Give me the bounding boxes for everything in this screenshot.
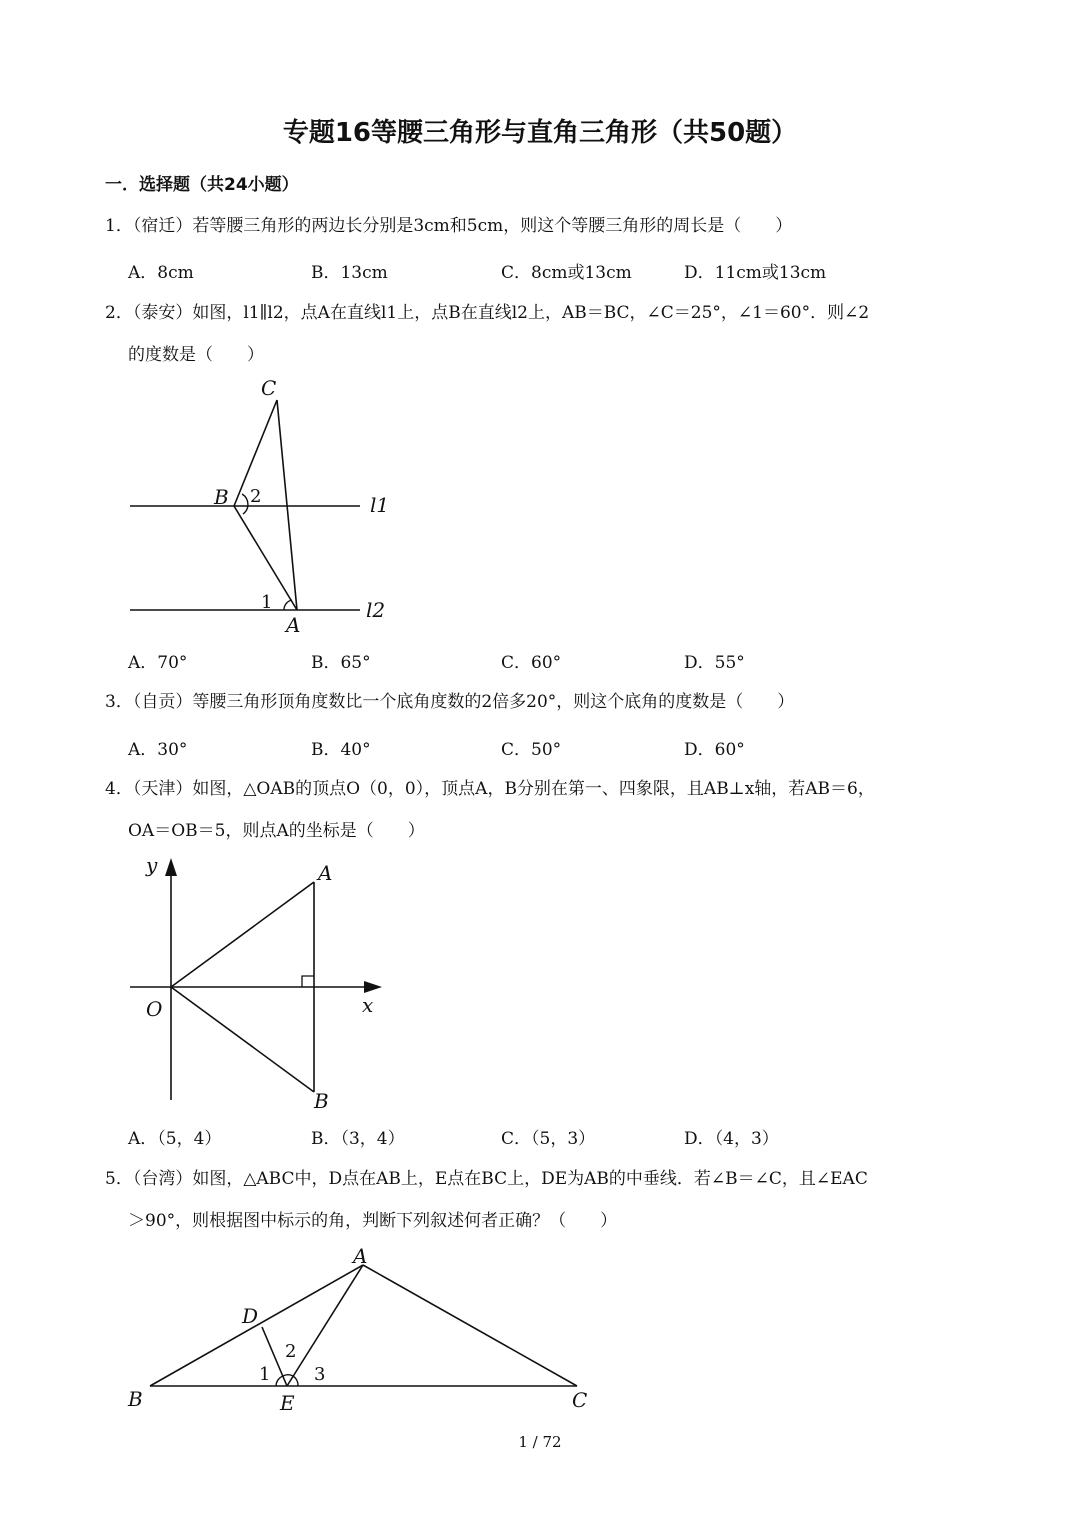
angle-3-arc xyxy=(293,1376,298,1386)
label-angle-1: 1 xyxy=(261,592,273,613)
question-5-text: 5．（台湾）如图，△ABC中，D点在AB上，E点在BC上，DE为AB的中垂线．若∠B＝∠C，且∠EAC xyxy=(105,1169,868,1189)
segment-ac xyxy=(363,1265,577,1386)
question-5-text-cont: ＞90°，则根据图中标示的角，判断下列叙述何者正确？（ ） xyxy=(128,1211,618,1231)
option-d: D．55° xyxy=(684,653,745,673)
label-d: D xyxy=(242,1304,259,1328)
label-angle-2: 2 xyxy=(250,486,262,507)
page-number: 1 / 72 xyxy=(518,1433,562,1451)
label-o: O xyxy=(146,997,163,1021)
option-b: B．65° xyxy=(311,653,371,673)
label-b: B xyxy=(214,485,229,509)
angle-2-arc xyxy=(283,1375,293,1376)
question-4-text: 4．（天津）如图，△OAB的顶点O（0，0），顶点A，B分别在第一、四象限，且AB⊥x轴，若AB＝6， xyxy=(105,779,875,799)
option-a: A．30° xyxy=(128,740,188,760)
label-a: A xyxy=(318,861,333,885)
label-l1: l1 xyxy=(370,493,390,517)
option-b: B．40° xyxy=(311,740,371,760)
option-d: D．11cm或13cm xyxy=(684,263,827,283)
label-x: x xyxy=(362,993,374,1017)
section-heading: 一．选择题（共24小题） xyxy=(105,175,299,195)
label-angle-2: 2 xyxy=(285,1341,297,1362)
label-e: E xyxy=(280,1391,295,1415)
option-a: A．70° xyxy=(128,653,188,673)
page-title: 专题16等腰三角形与直角三角形（共50题） xyxy=(282,118,798,148)
option-c: C．（5，3） xyxy=(501,1129,596,1149)
question-3-text: 3．（自贡）等腰三角形顶角度数比一个底角度数的2倍多20°，则这个底角的度数是（ ） xyxy=(105,692,795,712)
label-b: B xyxy=(314,1089,329,1113)
label-c: C xyxy=(572,1388,588,1412)
label-angle-1: 1 xyxy=(259,1364,271,1385)
label-a: A xyxy=(286,613,301,637)
option-b: B．（3，4） xyxy=(311,1129,405,1149)
option-c: C．50° xyxy=(501,740,562,760)
question-2-text: 2．（泰安）如图，l1∥l2，点A在直线l1上，点B在直线l2上，AB＝BC，∠C＝25°，∠1＝60°．则∠2 xyxy=(105,303,870,323)
label-angle-3: 3 xyxy=(314,1364,326,1385)
option-c: C．60° xyxy=(501,653,562,673)
label-c: C xyxy=(261,376,277,400)
question-1-text: 1．（宿迁）若等腰三角形的两边长分别是3cm和5cm，则这个等腰三角形的周长是（ ） xyxy=(105,216,793,236)
label-b: B xyxy=(128,1387,143,1411)
option-b: B．13cm xyxy=(311,263,388,283)
label-y: y xyxy=(146,853,158,877)
label-a: A xyxy=(353,1244,368,1268)
option-a: A．（5，4） xyxy=(128,1129,222,1149)
option-a: A．8cm xyxy=(128,263,194,283)
option-d: D．60° xyxy=(684,740,745,760)
question-4-text-cont: OA＝OB＝5，则点A的坐标是（ ） xyxy=(128,821,425,841)
option-c: C．8cm或13cm xyxy=(501,263,632,283)
question-2-text-cont: 的度数是（ ） xyxy=(128,345,264,365)
option-d: D．（4，3） xyxy=(684,1129,779,1149)
angle-1-arc xyxy=(276,1376,283,1386)
label-l2: l2 xyxy=(366,598,386,622)
